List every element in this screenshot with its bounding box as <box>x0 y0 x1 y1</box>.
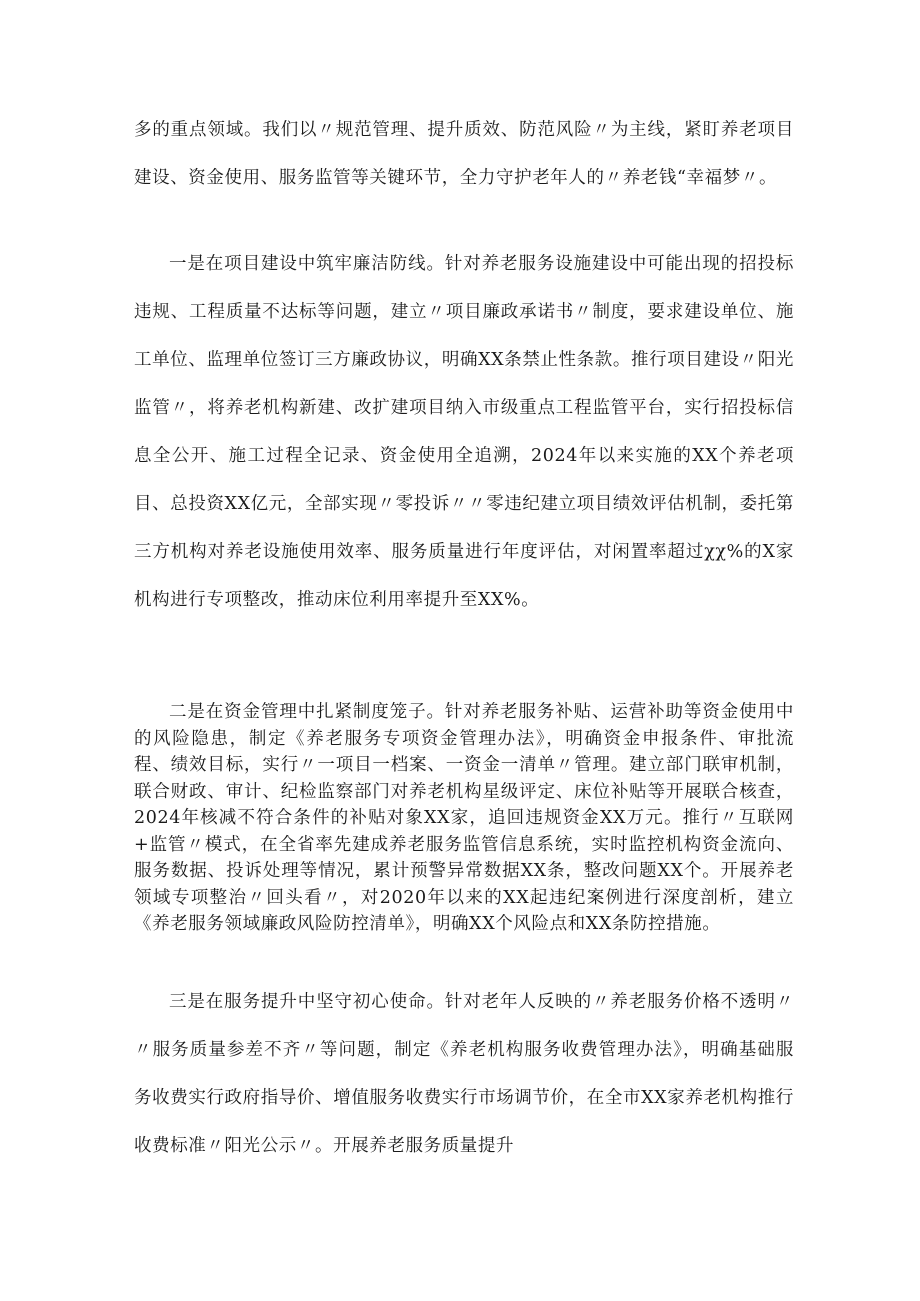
paragraph-intro-continuation: 多的重点领域。我们以〃规范管理、提升质效、防范风险〃为主线，紧盯养老项目建设、资金使用、服务监管等关键环节，全力守护老年人的〃养老钱“幸福梦〃。 <box>134 120 794 188</box>
paragraph-fund-management: 二是在资金管理中扎紧制度笼子。针对养老服务补贴、运营补助等资金使用中的风险隐患，制定《养老服务专项资金管理办法》，明确资金申报条件、审批流程、绩效目标，实行〃一项目一档案、一资金一清单〃管理。建立部门联审机制，联合财政、审计、纪检监察部门对养老机构星级评定、床位补贴等开展联合核查，2024年核减不符合条件的补贴对象XX家，追回违规资金XX万元。推行〃互联网+监管〃模式，在全省率先建成养老服务监管信息系统，实时监控机构资金流向、服务数据、投诉处理等情况，累计预警异常数据XX条，整改问题XX个。开展养老领域专项整治〃回头看〃，对2020年以来的XX起违纪案例进行深度剖析，建立《养老服务领域廉政风险防控清单》，明确XX个风险点和XX条防控措施。 <box>134 702 794 934</box>
paragraph-project-construction: 一是在项目建设中筑牢廉洁防线。针对养老服务设施建设中可能出现的招投标违规、工程质量不达标等问题，建立〃项目廉政承诺书〃制度，要求建设单位、施工单位、监理单位签订三方廉政协议，明确XX条禁止性条款。推行项目建设〃阳光监管〃，将养老机构新建、改扩建项目纳入市级重点工程监管平台，实行招投标信息全公开、施工过程全记录、资金使用全追溯，2024年以来实施的XX个养老项目、总投资XX亿元，全部实现〃零投诉〃〃零违纪建立项目绩效评估机制，委托第三方机构对养老设施使用效率、服务质量进行年度评估，对闲置率超过χχ%的X家机构进行专项整改，推动床位利用率提升至XX%。 <box>134 254 794 610</box>
paragraph-service-improvement: 三是在服务提升中坚守初心使命。针对老年人反映的〃养老服务价格不透明〃〃服务质量参差不齐〃等问题，制定《养老机构服务收费管理办法》，明确基础服务收费实行政府指导价、增值服务收费实行市场调节价，在全市XX家养老机构推行收费标准〃阳光公示〃。开展养老服务质量提升 <box>134 992 794 1156</box>
